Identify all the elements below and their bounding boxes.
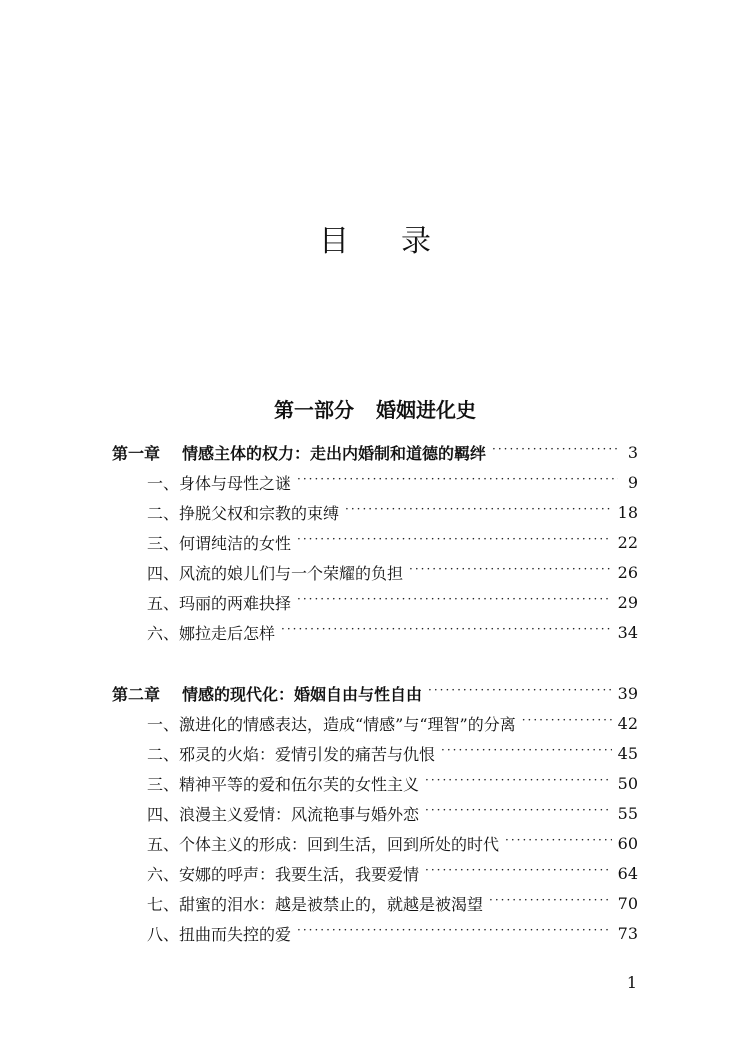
chapter-label <box>112 682 422 705</box>
chapter-entry[interactable] <box>112 439 638 465</box>
dot-leader <box>297 529 612 555</box>
dot-leader <box>345 499 612 525</box>
page-ref: 60 <box>617 833 638 853</box>
section-label: 四、浪漫主义爱情：风流艳事与婚外恋 <box>147 804 420 824</box>
dot-leader <box>489 890 612 916</box>
dot-leader <box>297 920 612 946</box>
section-entry[interactable] <box>112 890 638 916</box>
section-label: 二、挣脱父权和宗教的束缚 <box>147 503 340 523</box>
section-entry[interactable] <box>112 499 638 525</box>
chapter-label <box>112 441 486 464</box>
section-entry[interactable] <box>112 589 638 615</box>
page-ref: 50 <box>617 773 638 793</box>
chapter-number: 第一章 <box>112 443 161 463</box>
page-ref: 3 <box>627 442 638 462</box>
dot-leader <box>409 559 612 585</box>
dot-leader <box>428 680 612 706</box>
section-entry[interactable] <box>112 830 638 856</box>
dot-leader <box>425 860 612 886</box>
dot-leader <box>522 710 612 736</box>
section-label: 二、邪灵的火焰：爱情引发的痛苦与仇恨 <box>147 744 436 764</box>
page-ref: 22 <box>617 532 638 552</box>
dot-leader <box>441 740 612 766</box>
page-ref: 55 <box>617 803 638 823</box>
section-entry[interactable] <box>112 619 638 645</box>
section-label: 一、身体与母性之谜 <box>147 473 292 493</box>
dot-leader <box>425 770 612 796</box>
toc-heading-char-2: 录 <box>401 224 431 259</box>
section-label: 五、个体主义的形成：回到生活，回到所处的时代 <box>147 834 500 854</box>
part-title: 婚姻进化史 <box>376 398 476 422</box>
section-entry[interactable] <box>112 559 638 585</box>
section-entry[interactable] <box>112 529 638 555</box>
section-label: 一、激进化的情感表达，造成“情感”与“理智”的分离 <box>147 714 516 734</box>
page-ref: 42 <box>617 713 638 733</box>
page-ref: 70 <box>617 893 638 913</box>
section-label: 三、精神平等的爱和伍尔芙的女性主义 <box>147 774 420 794</box>
toc-heading-char-1: 目 <box>319 224 349 259</box>
page-ref: 29 <box>617 592 638 612</box>
page-ref: 18 <box>617 502 638 522</box>
chapter-number: 第二章 <box>112 684 161 704</box>
section-entry[interactable] <box>112 469 638 495</box>
page-ref: 64 <box>617 863 638 883</box>
section-label: 三、何谓纯洁的女性 <box>147 533 292 553</box>
part-name: 第一部分 <box>274 398 354 422</box>
section-entry[interactable] <box>112 920 638 946</box>
section-label: 四、风流的娘儿们与一个荣耀的负担 <box>147 563 404 583</box>
section-label: 六、娜拉走后怎样 <box>147 623 276 643</box>
dot-leader <box>297 589 612 615</box>
page-ref: 39 <box>617 683 638 703</box>
section-entry[interactable] <box>112 740 638 766</box>
page-number: 1 <box>626 973 637 992</box>
section-entry[interactable] <box>112 860 638 886</box>
chapter-entry[interactable] <box>112 680 638 706</box>
part-heading <box>0 394 750 423</box>
toc-heading <box>0 216 750 260</box>
page-ref: 34 <box>617 622 638 642</box>
dot-leader <box>425 800 612 826</box>
section-label: 六、安娜的呼声：我要生活，我要爱情 <box>147 864 420 884</box>
dot-leader <box>281 619 612 645</box>
section-entry[interactable] <box>112 800 638 826</box>
page-ref: 26 <box>617 562 638 582</box>
page-ref: 73 <box>617 923 638 943</box>
section-label: 七、甜蜜的泪水：越是被禁止的，就越是被渴望 <box>147 894 484 914</box>
section-entry[interactable] <box>112 710 638 736</box>
section-label: 五、玛丽的两难抉择 <box>147 593 292 613</box>
page-ref: 45 <box>617 743 638 763</box>
dot-leader <box>492 439 618 465</box>
chapter-title: 情感主体的权力：走出内婚制和道德的羁绊 <box>182 443 487 463</box>
chapter-title: 情感的现代化：婚姻自由与性自由 <box>182 684 423 704</box>
section-label: 八、扭曲而失控的爱 <box>147 924 292 944</box>
section-entry[interactable] <box>112 770 638 796</box>
dot-leader <box>505 830 612 856</box>
dot-leader <box>297 469 618 495</box>
page-ref: 9 <box>627 472 638 492</box>
